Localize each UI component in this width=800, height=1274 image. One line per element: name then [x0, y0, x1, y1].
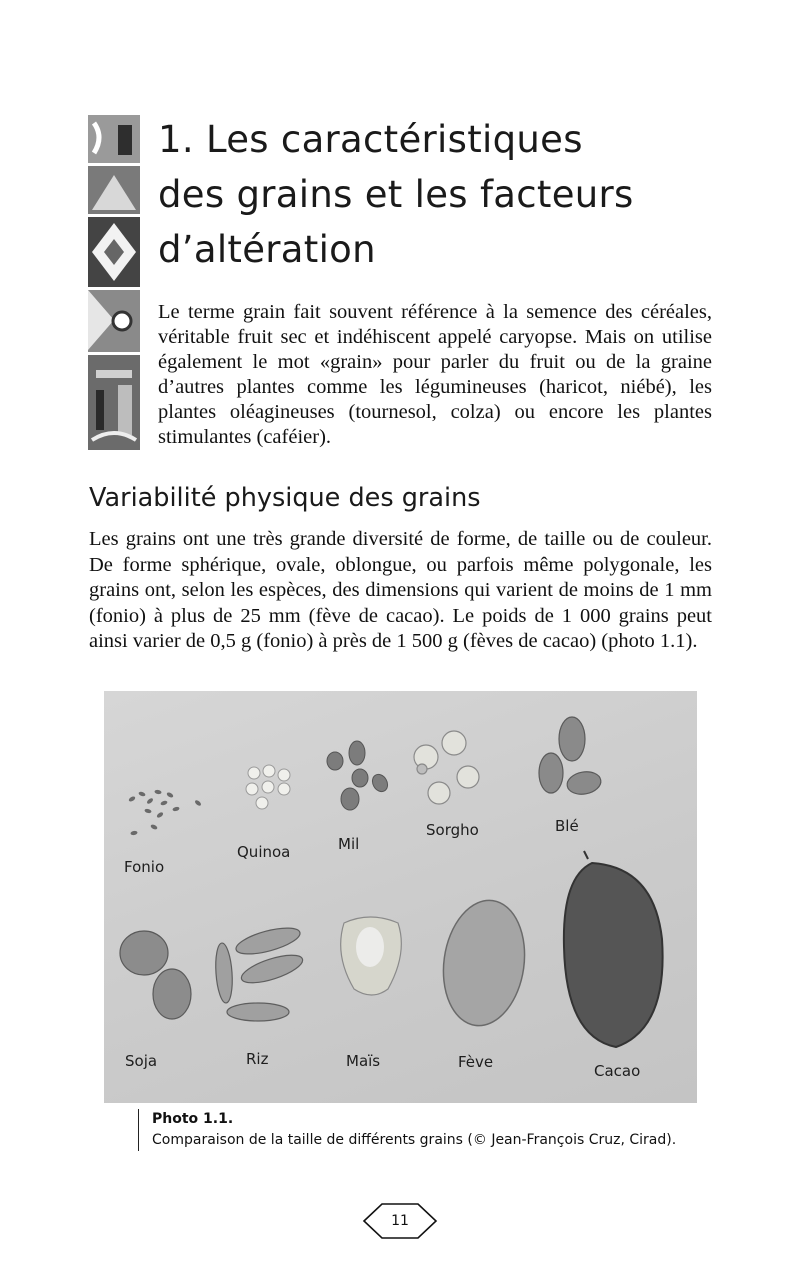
chapter-title-line: 1. Les caractéristiques — [158, 118, 583, 161]
label-quinoa: Quinoa — [237, 843, 291, 861]
decorative-pattern — [88, 115, 140, 450]
label-cacao: Cacao — [594, 1062, 641, 1080]
label-feve: Fève — [458, 1053, 494, 1071]
grains-illustration — [104, 691, 697, 1103]
caption-title: Photo 1.1. — [152, 1111, 234, 1127]
intro-paragraph: Le terme grain fait souvent référence à la semence des céréales, véritable fruit sec et indéhiscent appelé caryopse. Mais on utilise également le mot «grain» pour parler du fruit ou de la graine d’autres plantes comme les légumineuses (haricot, niébé), les plantes oléagineuses (tournesol, colza) ou encore les plantes stimulantes (caféier). — [158, 301, 712, 448]
label-ble: Blé — [555, 817, 579, 835]
grains-photo — [104, 691, 697, 1103]
label-riz: Riz — [246, 1050, 269, 1068]
label-mais: Maïs — [346, 1052, 381, 1070]
page-number-badge — [362, 1202, 438, 1240]
section-heading: Variabilité physique des grains — [89, 483, 481, 513]
caption-text: Comparaison de la taille de différents grains (© Jean-François Cruz, Cirad). — [152, 1132, 677, 1148]
label-fonio: Fonio — [124, 858, 165, 876]
label-mil: Mil — [338, 835, 360, 853]
chapter-title — [158, 112, 758, 277]
label-soja: Soja — [125, 1052, 158, 1070]
chapter-title-line: des grains et les facteurs — [158, 173, 634, 216]
chapter-title-line: d’altération — [158, 228, 376, 271]
body-paragraph: Les grains ont une très grande diversité de forme, de taille ou de couleur. De forme sphérique, ovale, oblongue, ou parfois même polygonale, les grains ont, selon les espèces, des dimensions qui varient de moins de 1 mm (fonio) à plus de 25 mm (fève de cacao). Le poids de 1 000 grains peut ainsi varier de 0,5 g (fonio) à près de 1 500 g (fèves de cacao) (photo 1.1). — [89, 528, 712, 653]
page-number: 11 — [391, 1213, 409, 1229]
photo-caption — [138, 1109, 738, 1151]
label-sorgho: Sorgho — [426, 821, 479, 839]
